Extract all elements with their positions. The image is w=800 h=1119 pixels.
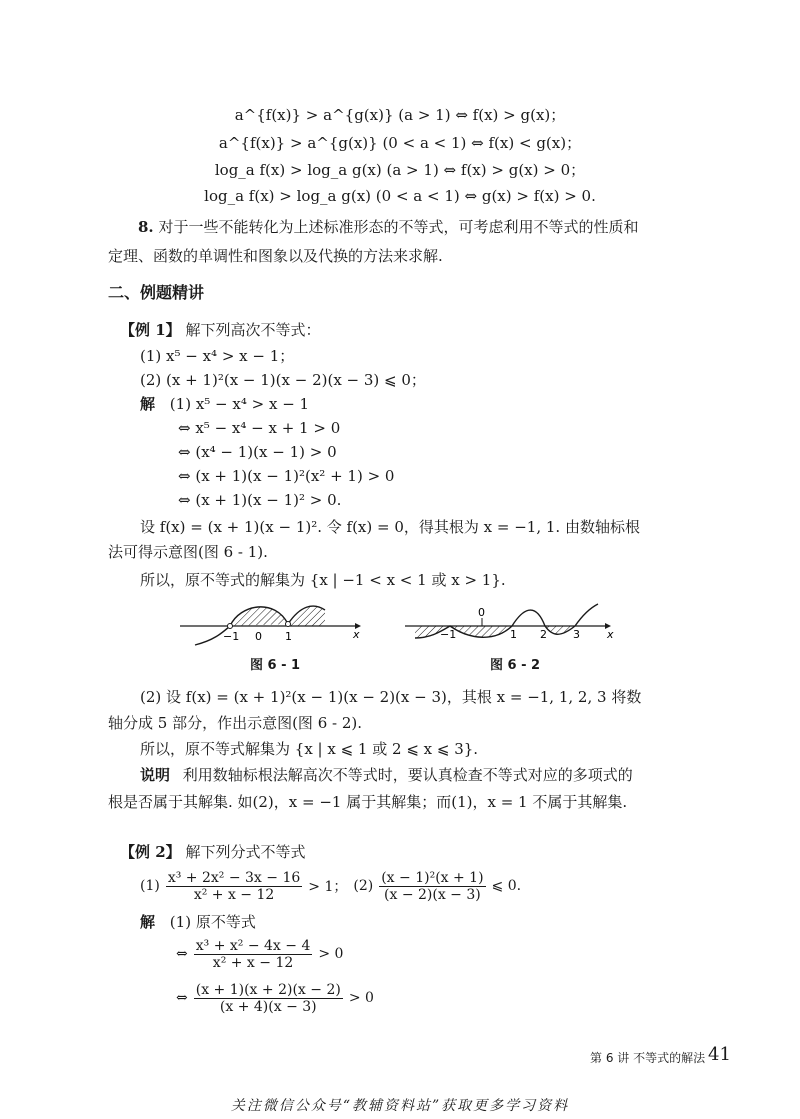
example-prompt: 解下列分式不等式 [185, 843, 306, 861]
fraction-numerator: x³ + 2x² − 3x − 16 [167, 869, 301, 886]
paragraph-line: 法可得示意图(图 6 - 1). [108, 543, 268, 561]
tick-label: 0 [478, 606, 485, 619]
solution-step: ⇔ (x + 1)(x − 1)² > 0. [178, 491, 342, 509]
promo-banner: 关注微信公众号“教辅资料站”获取更多学习资料 [230, 1098, 570, 1114]
figure-caption: 图 6 - 1 [250, 658, 301, 673]
question-suffix: ⩽ 0. [491, 878, 522, 894]
question-1: (1) x⁵ − x⁴ > x − 1； [140, 347, 295, 365]
solution-step-fraction [176, 934, 343, 974]
note-line: 根是否属于其解集. 如(2)，x = −1 属于其解集；而(1)，x = 1 不属于其解集. [108, 793, 628, 811]
solution-step: ⇔ x⁵ − x⁴ − x + 1 > 0 [178, 419, 341, 437]
note-text: 利用数轴标根法解高次不等式时，要认真检查不等式对应的多项式的 [182, 766, 633, 784]
solution-step-fraction [176, 978, 374, 1018]
fraction [194, 938, 313, 971]
step-suffix: > 0 [318, 946, 344, 962]
formula-line: a^{f(x)} > a^{g(x)} (0 < a < 1) ⇔ f(x) < g(x)； [218, 134, 582, 152]
root-point [228, 624, 233, 629]
point-number: 8. [138, 218, 154, 236]
section-heading: 二、例题精讲 [108, 283, 205, 302]
example-1-header [120, 320, 320, 340]
tick-label: 1 [510, 628, 517, 641]
fraction-numerator: x³ + x² − 4x − 4 [195, 937, 311, 954]
example-label: 【例 2】 [120, 843, 181, 861]
fraction-denominator: x² + x − 12 [193, 886, 275, 903]
solution-step: (1) x⁵ − x⁴ > x − 1 [169, 395, 310, 413]
page-number: 41 [708, 1044, 731, 1065]
fraction-numerator: (x + 1)(x + 2)(x − 2) [195, 981, 341, 998]
tick-label: 3 [573, 628, 580, 641]
paragraph-line: (2) 设 f(x) = (x + 1)²(x − 1)(x − 2)(x − 3)，其根 x = −1, 1, 2, 3 将数 [140, 688, 642, 706]
example-2-header [120, 842, 305, 862]
solution-step: ⇔ (x + 1)(x − 1)²(x² + 1) > 0 [178, 467, 395, 485]
shaded-region [230, 607, 288, 626]
question-suffix: > 1； [308, 879, 348, 895]
solution-step: (1) 原不等式 [169, 913, 256, 931]
equivalence-arrow: ⇔ [176, 946, 188, 962]
chapter-title: 第 6 讲 不等式的解法 [590, 1051, 706, 1065]
figure-6-2 [400, 598, 625, 653]
tick-label: 1 [285, 630, 292, 643]
question-prefix: (2) [353, 878, 374, 894]
fraction-numerator: (x − 1)²(x + 1) [381, 869, 484, 886]
solution-line [140, 912, 256, 932]
example-label: 【例 1】 [120, 321, 181, 339]
fraction [194, 982, 343, 1015]
fraction-denominator: (x + 4)(x − 3) [219, 998, 317, 1015]
conclusion-line: 所以，原不等式的解集为 {x | −1 < x < 1 或 x > 1}. [140, 571, 506, 589]
tick-label: 2 [540, 628, 547, 641]
step-suffix: > 0 [348, 990, 374, 1006]
note-line [140, 765, 633, 785]
fraction [379, 870, 485, 903]
tick-label: 0 [255, 630, 262, 643]
fraction-denominator: (x − 2)(x − 3) [384, 886, 481, 903]
point-8-line-2: 定理、函数的单调性和图象以及代换的方法来求解. [108, 247, 443, 265]
point-text: 对于一些不能转化为上述标准形态的不等式，可考虑利用不等式的性质和 [158, 218, 639, 236]
formula-line: log_a f(x) > log_a g(x) (a > 1) ⇔ f(x) > g(x) > 0； [214, 161, 586, 179]
question-2: (2) (x + 1)²(x − 1)(x − 2)(x − 3) ⩽ 0； [140, 371, 426, 389]
fraction [166, 870, 302, 903]
root-point [286, 622, 291, 627]
note-label: 说明 [140, 766, 171, 784]
figure-caption: 图 6 - 2 [490, 658, 541, 673]
example-2-questions [140, 866, 521, 906]
example-prompt: 解下列高次不等式： [185, 321, 321, 339]
point-8-line-1 [138, 217, 638, 237]
figure-6-1 [175, 600, 375, 650]
paragraph-line: 设 f(x) = (x + 1)(x − 1)². 令 f(x) = 0，得其根为 x = −1, 1. 由数轴标根 [140, 518, 640, 536]
solution-label: 解 [140, 913, 156, 931]
axis-label: x [607, 628, 614, 641]
formula-line: log_a f(x) > log_a g(x) (0 < a < 1) ⇔ g(x) > f(x) > 0. [204, 187, 596, 205]
axis-label: x [353, 628, 360, 641]
question-prefix: (1) [140, 878, 160, 894]
fraction-denominator: x² + x − 12 [212, 954, 294, 971]
tick-label: −1 [440, 628, 457, 641]
solution-step: ⇔ (x⁴ − 1)(x − 1) > 0 [178, 443, 337, 461]
paragraph-line: 轴分成 5 部分，作出示意图(图 6 - 2). [108, 714, 363, 732]
formula-line: a^{f(x)} > a^{g(x)} (a > 1) ⇔ f(x) > g(x)； [234, 106, 566, 124]
conclusion-line: 所以，原不等式解集为 {x | x ⩽ 1 或 2 ⩽ x ⩽ 3}. [140, 740, 479, 758]
tick-label: −1 [223, 630, 240, 643]
solution-label: 解 [140, 395, 156, 413]
solution-line [140, 394, 309, 414]
equivalence-arrow: ⇔ [176, 990, 188, 1006]
